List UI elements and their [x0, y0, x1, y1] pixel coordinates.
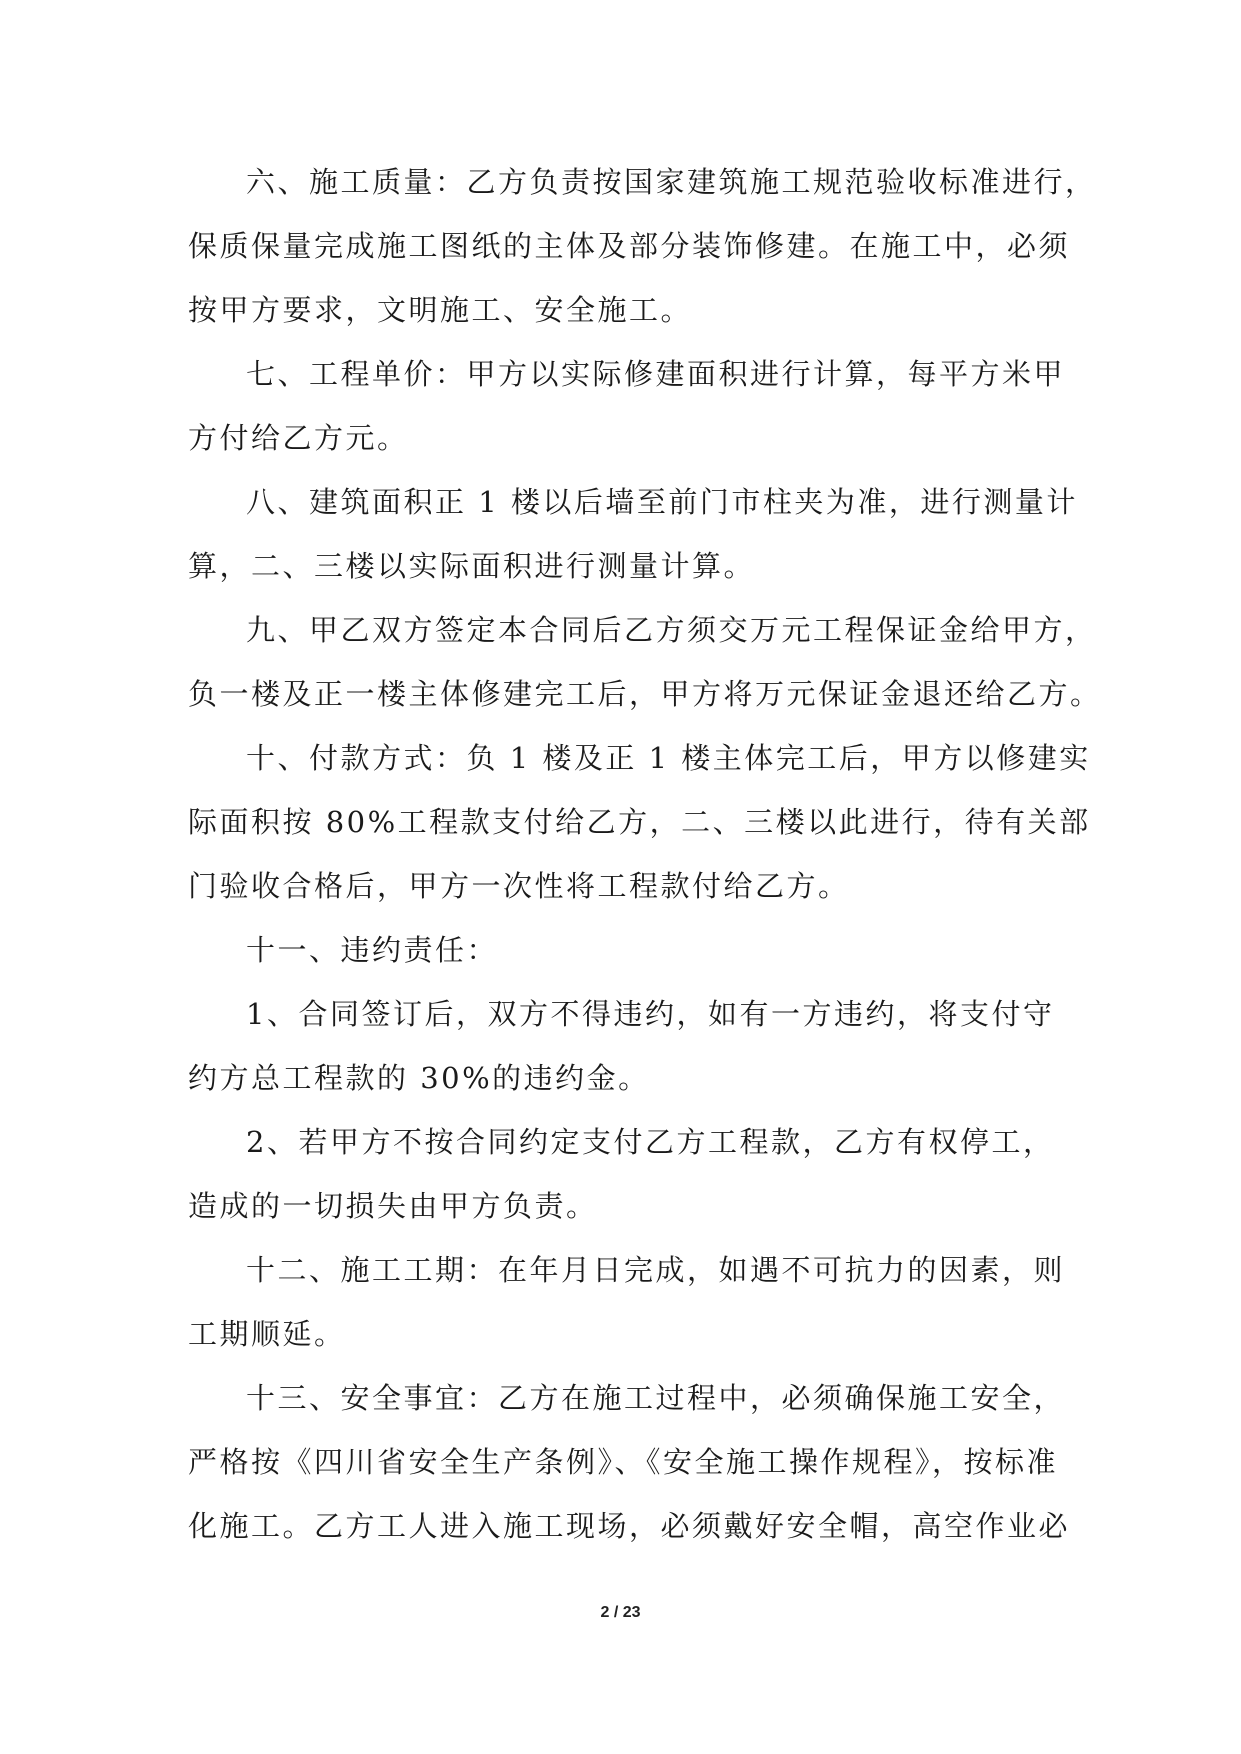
text-line: 工期顺延。	[188, 1317, 346, 1351]
text-line: 约方总工程款的 30%的违约金。	[188, 1061, 650, 1095]
text-line: 算，二、三楼以实际面积进行测量计算。	[188, 549, 756, 583]
page-number: 2 / 23	[600, 1604, 641, 1621]
text-line: 2、若甲方不按合同约定支付乙方工程款，乙方有权停工，	[246, 1125, 1055, 1159]
text-line: 十、付款方式：负 1 楼及正 1 楼主体完工后，甲方以修建实	[246, 741, 1091, 775]
text-line: 1、合同签订后，双方不得违约，如有一方违约，将支付守	[246, 997, 1055, 1031]
text-line: 九、甲乙双方签定本合同后乙方须交万元工程保证金给甲方，	[246, 613, 1097, 647]
text-line: 十二、施工工期：在年月日完成，如遇不可抗力的因素，则	[246, 1253, 1066, 1287]
text-line: 按甲方要求，文明施工、安全施工。	[188, 293, 693, 327]
text-line: 十一、违约责任：	[246, 933, 499, 967]
text-line: 造成的一切损失由甲方负责。	[188, 1189, 598, 1223]
text-line: 七、工程单价：甲方以实际修建面积进行计算，每平方米甲	[246, 357, 1066, 391]
text-line: 保质保量完成施工图纸的主体及部分装饰修建。在施工中，必须	[188, 229, 1071, 263]
text-line: 严格按《四川省安全生产条例》、《安全施工操作规程》，按标准	[188, 1445, 1059, 1479]
text-line: 六、施工质量：乙方负责按国家建筑施工规范验收标准进行，	[246, 165, 1097, 199]
text-line: 负一楼及正一楼主体修建完工后，甲方将万元保证金退还给乙方。	[188, 677, 1102, 711]
text-line: 门验收合格后，甲方一次性将工程款付给乙方。	[188, 869, 850, 903]
text-line: 十三、安全事宜：乙方在施工过程中，必须确保施工安全，	[246, 1381, 1066, 1415]
document-body	[188, 150, 1102, 1558]
text-line: 方付给乙方元。	[188, 421, 409, 455]
text-line: 际面积按 80%工程款支付给乙方，二、三楼以此进行，待有关部	[188, 805, 1091, 839]
text-line: 化施工。乙方工人进入施工现场，必须戴好安全帽，高空作业必	[188, 1509, 1071, 1543]
text-line: 八、建筑面积正 1 楼以后墙至前门市柱夹为准，进行测量计	[246, 485, 1078, 519]
